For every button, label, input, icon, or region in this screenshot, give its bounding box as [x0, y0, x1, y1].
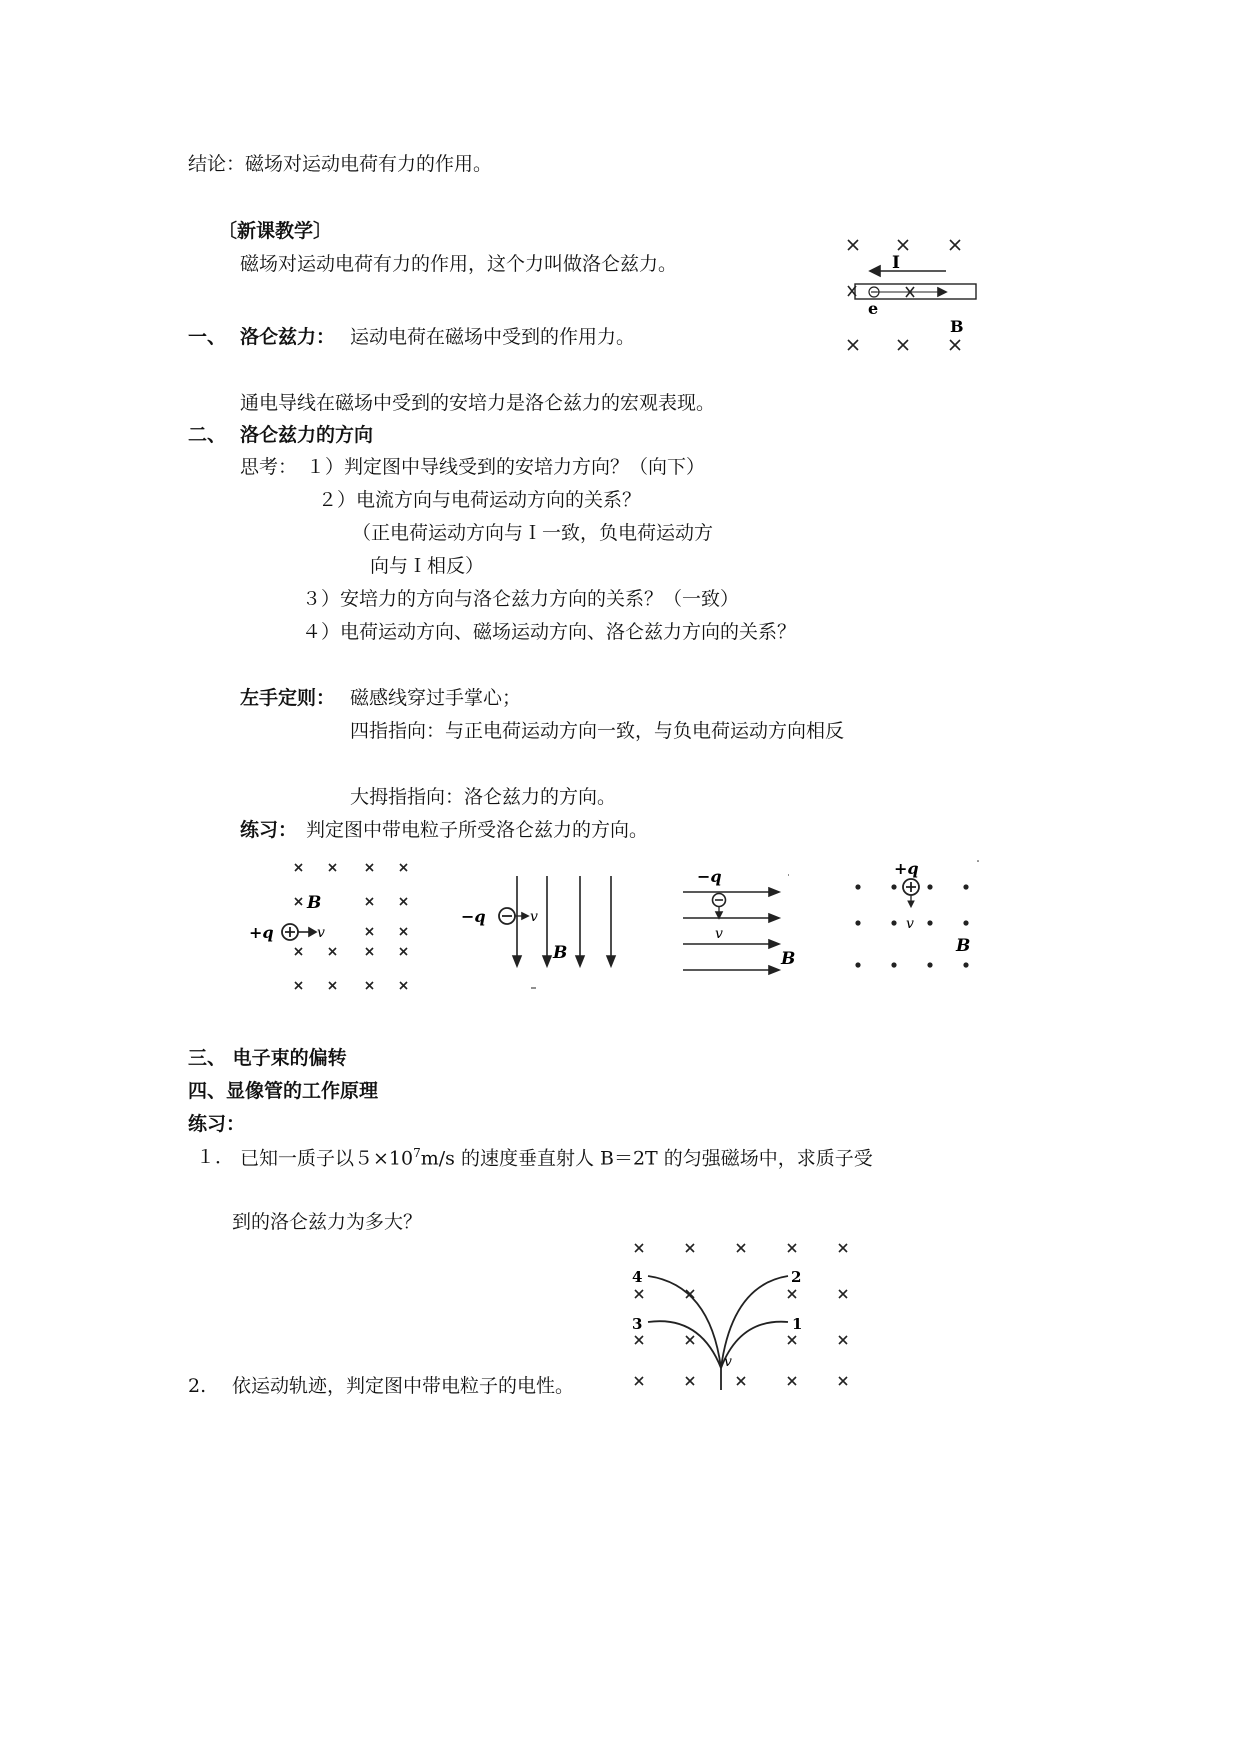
fig1-charge: +q — [249, 923, 274, 942]
practice-label: 练习： — [240, 819, 298, 841]
trajectory-label-3: 3 — [632, 1315, 643, 1333]
practice-figure-4 — [850, 855, 990, 980]
question-2-answer-line1: （正电荷运动方向与Ｉ一致，负电荷运动方 — [352, 522, 714, 544]
current-label: I — [892, 253, 900, 273]
field-label-top: B — [950, 317, 964, 336]
left-hand-rule-1: 磁感线穿过手掌心； — [350, 687, 522, 709]
left-hand-rule-label: 左手定则： — [240, 687, 336, 709]
section1-definition: 运动电荷在磁场中受到的作用力。 — [350, 326, 636, 348]
question-3: ３）安培力的方向与洛仑兹力方向的关系？（一致） — [302, 588, 740, 610]
fig1-field: B — [307, 893, 322, 913]
exercises-label: 练习： — [188, 1113, 246, 1135]
practice-figure-1 — [245, 858, 415, 998]
section2-number: 二、 — [188, 424, 227, 446]
section1-term: 洛仑兹力： — [240, 326, 336, 348]
fig1-velocity: v — [317, 925, 325, 941]
section4-title: 四、显像管的工作原理 — [188, 1080, 379, 1102]
exercise-1-line2: 到的洛仑兹力为多大？ — [232, 1211, 423, 1233]
section2-title: 洛仑兹力的方向 — [240, 424, 374, 446]
trajectory-velocity: v — [724, 1354, 732, 1370]
trajectory-label-2: 2 — [791, 1268, 802, 1286]
fig3-field: B — [781, 949, 796, 969]
fig2-velocity: v — [530, 909, 538, 925]
exercise-1-line1-a: 已知一质子以５×10 — [240, 1147, 414, 1170]
exercise-1-line1-b: m/s 的速度垂直射人 B＝2T 的匀强磁场中，求质子受 — [420, 1147, 873, 1170]
figure-current-wire — [840, 232, 1000, 362]
section1-note: 通电导线在磁场中受到的安培力是洛仑兹力的宏观表现。 — [240, 392, 716, 414]
exercise-2-text: 依运动轨迹，判定图中带电粒子的电性。 — [232, 1375, 575, 1397]
question-1: １）判定图中导线受到的安培力方向？（向下） — [306, 456, 706, 478]
question-2-answer-line2: 向与Ｉ相反） — [370, 555, 485, 577]
left-hand-rule-3: 大拇指指向：洛仑兹力的方向。 — [350, 786, 617, 808]
trajectory-figure — [620, 1240, 850, 1390]
fig4-field: B — [956, 936, 971, 956]
new-lesson-intro: 磁场对运动电荷有力的作用，这个力叫做洛仑兹力。 — [240, 253, 678, 275]
section3-title: 三、 电子束的偏转 — [188, 1047, 347, 1069]
question-2: ２）电流方向与电荷运动方向的关系？ — [318, 489, 642, 511]
question-4: ４）电荷运动方向、磁场运动方向、洛仑兹力方向的关系？ — [302, 621, 797, 643]
practice-figure-2 — [455, 870, 625, 995]
fig3-charge: −q — [697, 867, 722, 886]
exercise-2-number: 2. — [188, 1375, 207, 1397]
trajectory-label-4: 4 — [632, 1268, 643, 1286]
electron-label: e — [868, 299, 879, 318]
section1-number: 一、 — [188, 326, 227, 348]
practice-figure-3 — [675, 860, 825, 980]
exercise-1-line1 — [240, 1146, 873, 1170]
fig2-charge: −q — [461, 907, 486, 926]
think-label: 思考： — [240, 456, 298, 478]
conclusion: 结论：磁场对运动电荷有力的作用。 — [188, 153, 493, 175]
fig4-charge: +q — [894, 859, 919, 878]
fig2-field: B — [553, 943, 568, 963]
practice-text: 判定图中带电粒子所受洛仑兹力的方向。 — [306, 819, 649, 841]
fig4-velocity: v — [906, 916, 914, 932]
fig3-velocity: v — [715, 926, 723, 942]
new-lesson-heading: 〔新课教学〕 — [218, 220, 333, 242]
exercise-1-exponent: 7 — [413, 1146, 421, 1160]
exercise-1-number: １． — [196, 1146, 235, 1168]
trajectory-label-1: 1 — [792, 1315, 803, 1333]
left-hand-rule-2: 四指指向：与正电荷运动方向一致，与负电荷运动方向相反 — [350, 720, 845, 742]
